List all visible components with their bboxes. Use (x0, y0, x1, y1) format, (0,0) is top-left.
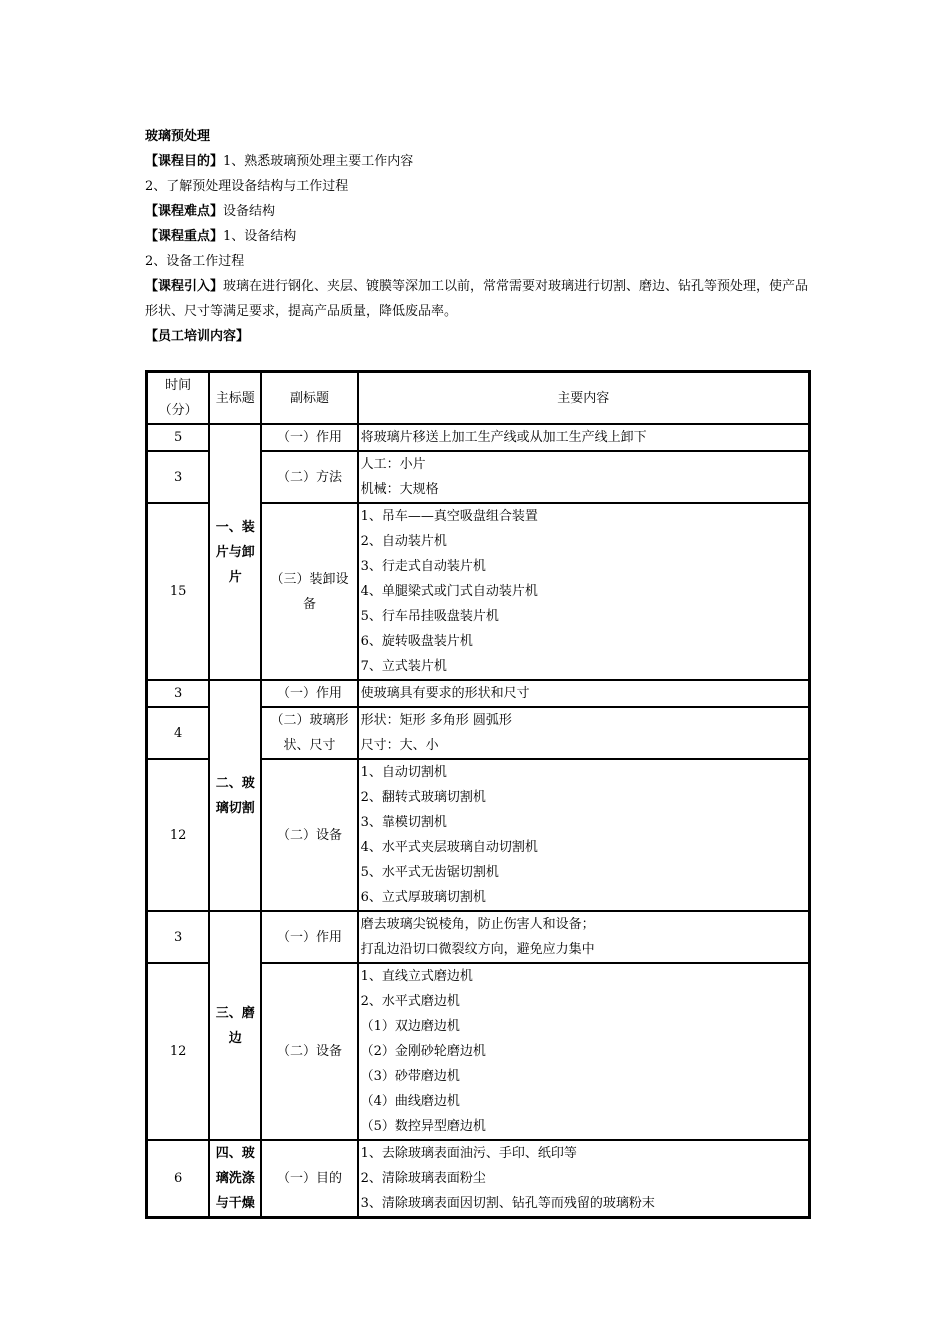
content-line: 3、行走式自动装片机 (360, 559, 486, 574)
course-intro-text: 玻璃在进行钢化、夹层、镀膜等深加工以前，常常需要对玻璃进行切割、磨边、钻孔等预处理，使产品形状、尺寸等满足要求，提高产品质量，降低废品率。 (145, 279, 809, 319)
content-line: 5、水平式无齿锯切割机 (360, 865, 499, 880)
main-title-cell: 一、装片与卸片 (209, 424, 261, 680)
content-line: 2、自动装片机 (360, 534, 447, 549)
header-time: 时间（分） (147, 372, 209, 424)
content-line: 机械：大规格 (360, 482, 439, 497)
time-cell: 3 (147, 911, 209, 963)
table-row (147, 1140, 809, 1217)
content-line: 2、清除玻璃表面粉尘 (360, 1171, 486, 1186)
main-title-cell: 三、磨边 (209, 911, 261, 1140)
content-cell (358, 424, 809, 451)
content-line: （2）金刚砂轮磨边机 (360, 1044, 486, 1059)
content-cell (358, 1140, 809, 1217)
header-main-title: 主标题 (209, 372, 261, 424)
time-cell: 12 (147, 759, 209, 911)
sub-title-cell: （二）方法 (261, 451, 357, 503)
course-goal-label: 【课程目的】 (145, 154, 224, 169)
sub-title-cell: （一）作用 (261, 424, 357, 451)
time-cell: 15 (147, 503, 209, 680)
content-line: 4、单腿梁式或门式自动装片机 (360, 584, 538, 599)
course-difficulty-text: 设备结构 (223, 204, 276, 219)
course-difficulty-label: 【课程难点】 (145, 204, 224, 219)
course-difficulty-line (145, 199, 815, 224)
main-title-cell: 四、玻璃洗涤与干燥 (209, 1140, 261, 1217)
sub-title-cell: （一）目的 (261, 1140, 357, 1217)
sub-title-cell: （三）装卸设备 (261, 503, 357, 680)
course-focus-item-1: 1、设备结构 (223, 229, 297, 244)
page-title: 玻璃预处理 (145, 129, 211, 144)
content-line: 尺寸：大、小 (360, 738, 439, 753)
content-line: 3、靠模切割机 (360, 815, 447, 830)
course-goal-item-2: 2、了解预处理设备结构与工作过程 (145, 179, 349, 194)
content-cell (358, 451, 809, 503)
content-line: 6、旋转吸盘装片机 (360, 634, 473, 649)
course-intro-paragraph (145, 274, 815, 324)
content-line: 1、去除玻璃表面油污、手印、纸印等 (360, 1146, 577, 1161)
content-line: 1、直线立式磨边机 (360, 969, 473, 984)
content-line: 2、水平式磨边机 (360, 994, 460, 1009)
content-line: 1、吊车——真空吸盘组合装置 (360, 509, 538, 524)
main-title-cell: 二、玻璃切割 (209, 680, 261, 911)
table-row (147, 424, 809, 451)
content-line: 使玻璃具有要求的形状和尺寸 (360, 686, 530, 701)
sub-title-cell: （二）玻璃形状、尺寸 (261, 707, 357, 759)
course-focus-item-2: 2、设备工作过程 (145, 254, 245, 269)
training-label: 【员工培训内容】 (145, 329, 250, 344)
content-line: 3、清除玻璃表面因切割、钻孔等而残留的玻璃粉末 (360, 1196, 655, 1211)
document-header (145, 124, 815, 349)
content-cell (358, 503, 809, 680)
content-cell (358, 707, 809, 759)
content-line: 磨去玻璃尖锐棱角，防止伤害人和设备； (360, 917, 595, 932)
sub-title-cell: （二）设备 (261, 963, 357, 1140)
content-line: （5）数控异型磨边机 (360, 1119, 486, 1134)
course-focus-label: 【课程重点】 (145, 229, 224, 244)
table-row (147, 911, 809, 963)
course-goal-line-1 (145, 149, 815, 174)
content-line: 将玻璃片移送上加工生产线或从加工生产线上卸下 (360, 430, 647, 445)
content-cell (358, 759, 809, 911)
content-line: 2、翻转式玻璃切割机 (360, 790, 486, 805)
header-sub-title: 副标题 (261, 372, 357, 424)
sub-title-cell: （二）设备 (261, 759, 357, 911)
time-cell: 5 (147, 424, 209, 451)
course-focus-line-1 (145, 224, 815, 249)
content-line: 4、水平式夹层玻璃自动切割机 (360, 840, 538, 855)
content-line: （3）砂带磨边机 (360, 1069, 460, 1084)
course-intro-label: 【课程引入】 (145, 279, 224, 294)
sub-title-cell: （一）作用 (261, 911, 357, 963)
content-cell (358, 963, 809, 1140)
time-cell: 3 (147, 451, 209, 503)
content-line: 人工：小片 (360, 457, 426, 472)
content-line: 6、立式厚玻璃切割机 (360, 890, 486, 905)
content-cell (358, 680, 809, 707)
content-line: 打乱边沿切口微裂纹方向，避免应力集中 (360, 942, 595, 957)
time-cell: 3 (147, 680, 209, 707)
table-header-row (147, 372, 809, 424)
content-cell (358, 911, 809, 963)
time-cell: 6 (147, 1140, 209, 1217)
time-cell: 4 (147, 707, 209, 759)
content-line: （1）双边磨边机 (360, 1019, 460, 1034)
table-row (147, 680, 809, 707)
course-goal-item-1: 1、熟悉玻璃预处理主要工作内容 (223, 154, 414, 169)
content-line: 1、自动切割机 (360, 765, 447, 780)
content-line: 7、立式装片机 (360, 659, 447, 674)
content-line: （4）曲线磨边机 (360, 1094, 460, 1109)
time-cell: 12 (147, 963, 209, 1140)
training-table (145, 370, 811, 1219)
sub-title-cell: （一）作用 (261, 680, 357, 707)
header-content: 主要内容 (358, 372, 809, 424)
content-line: 5、行车吊挂吸盘装片机 (360, 609, 499, 624)
content-line: 形状：矩形 多角形 圆弧形 (360, 713, 512, 728)
